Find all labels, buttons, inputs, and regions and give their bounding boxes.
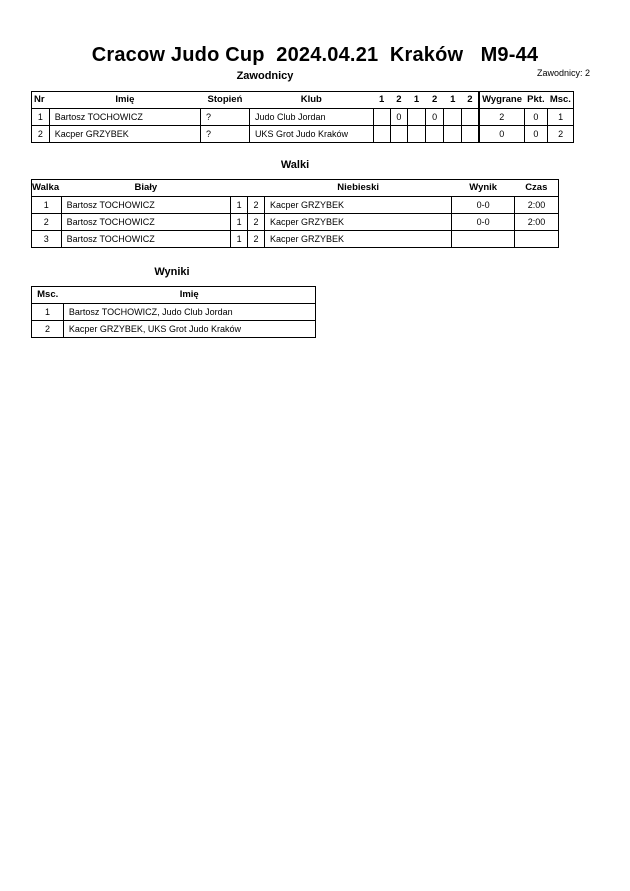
competitor-count: Zawodnicy: 2 (537, 68, 591, 78)
fight-score-a: 1 (231, 231, 248, 248)
table-row (32, 321, 316, 338)
col-white: Biały (61, 180, 231, 197)
result-place: 1 (32, 304, 64, 321)
results-section-title: Wyniki (154, 266, 190, 278)
col-blue: Niebieski (265, 180, 452, 197)
round-cell (373, 126, 390, 143)
competitor-grade: ? (201, 109, 250, 126)
results-table (31, 286, 316, 338)
fight-number: 2 (32, 214, 62, 231)
result-place: 2 (32, 321, 64, 338)
table-row (32, 126, 574, 143)
fight-time: 2:00 (515, 214, 559, 231)
col-round: 1 (408, 92, 426, 109)
round-cell (408, 126, 426, 143)
competitor-grade: ? (201, 126, 250, 143)
competitor-name: Bartosz TOCHOWICZ (49, 109, 200, 126)
competitor-nr: 2 (32, 126, 50, 143)
col-wins: Wygrane (479, 92, 524, 109)
competitor-place: 2 (548, 126, 574, 143)
round-cell (462, 109, 479, 126)
competitor-points: 0 (524, 126, 548, 143)
fight-time (515, 231, 559, 248)
table-row (32, 197, 559, 214)
competitor-club: Judo Club Jordan (249, 109, 373, 126)
fight-result: 0-0 (452, 214, 515, 231)
fight-result (452, 231, 515, 248)
competitor-name: Kacper GRZYBEK (49, 126, 200, 143)
fight-white: Bartosz TOCHOWICZ (61, 214, 231, 231)
fight-result: 0-0 (452, 197, 515, 214)
col-result: Wynik (452, 180, 515, 197)
fight-blue: Kacper GRZYBEK (265, 231, 452, 248)
col-nr: Nr (32, 92, 50, 109)
fight-blue: Kacper GRZYBEK (265, 197, 452, 214)
col-name: Imię (49, 92, 200, 109)
round-cell (444, 126, 462, 143)
result-entry: Kacper GRZYBEK, UKS Grot Judo Kraków (63, 321, 315, 338)
table-row (32, 231, 559, 248)
competitor-nr: 1 (32, 109, 50, 126)
fights-header-row (32, 180, 559, 197)
round-cell (426, 126, 444, 143)
col-time: Czas (515, 180, 559, 197)
fights-section-title: Walki (280, 159, 310, 171)
fight-number: 3 (32, 231, 62, 248)
competitor-place: 1 (548, 109, 574, 126)
competitors-header-row (32, 92, 574, 109)
page-title: Cracow Judo Cup 2024.04.21 Kraków M9-44 (91, 44, 539, 66)
fight-score-a: 1 (231, 214, 248, 231)
col-place: Msc. (32, 287, 64, 304)
table-row (32, 214, 559, 231)
round-cell: 0 (390, 109, 407, 126)
col-round: 1 (444, 92, 462, 109)
competitors-section-title: Zawodnicy (236, 70, 294, 82)
table-row (32, 304, 316, 321)
result-entry: Bartosz TOCHOWICZ, Judo Club Jordan (63, 304, 315, 321)
round-cell: 0 (426, 109, 444, 126)
fight-white: Bartosz TOCHOWICZ (61, 197, 231, 214)
col-points: Pkt. (524, 92, 548, 109)
col-fight: Walka (32, 180, 62, 197)
fight-score-a: 1 (231, 197, 248, 214)
competitors-table (31, 91, 574, 143)
results-header-row (32, 287, 316, 304)
fight-score-b: 2 (248, 231, 265, 248)
col-club: Klub (249, 92, 373, 109)
round-cell (444, 109, 462, 126)
fights-table (31, 179, 559, 248)
col-grade: Stopień (201, 92, 250, 109)
fight-number: 1 (32, 197, 62, 214)
col-round: 2 (462, 92, 479, 109)
round-cell (408, 109, 426, 126)
fight-score-b: 2 (248, 197, 265, 214)
fight-time: 2:00 (515, 197, 559, 214)
round-cell (390, 126, 407, 143)
col-place: Msc. (548, 92, 574, 109)
competitor-wins: 0 (479, 126, 524, 143)
table-row (32, 109, 574, 126)
col-name: Imię (63, 287, 315, 304)
col-round: 2 (426, 92, 444, 109)
fight-score-b: 2 (248, 214, 265, 231)
competitor-points: 0 (524, 109, 548, 126)
fight-blue: Kacper GRZYBEK (265, 214, 452, 231)
competitor-club: UKS Grot Judo Kraków (249, 126, 373, 143)
col-round: 1 (373, 92, 390, 109)
round-cell (373, 109, 390, 126)
fight-white: Bartosz TOCHOWICZ (61, 231, 231, 248)
col-round: 2 (390, 92, 407, 109)
round-cell (462, 126, 479, 143)
competitor-wins: 2 (479, 109, 524, 126)
